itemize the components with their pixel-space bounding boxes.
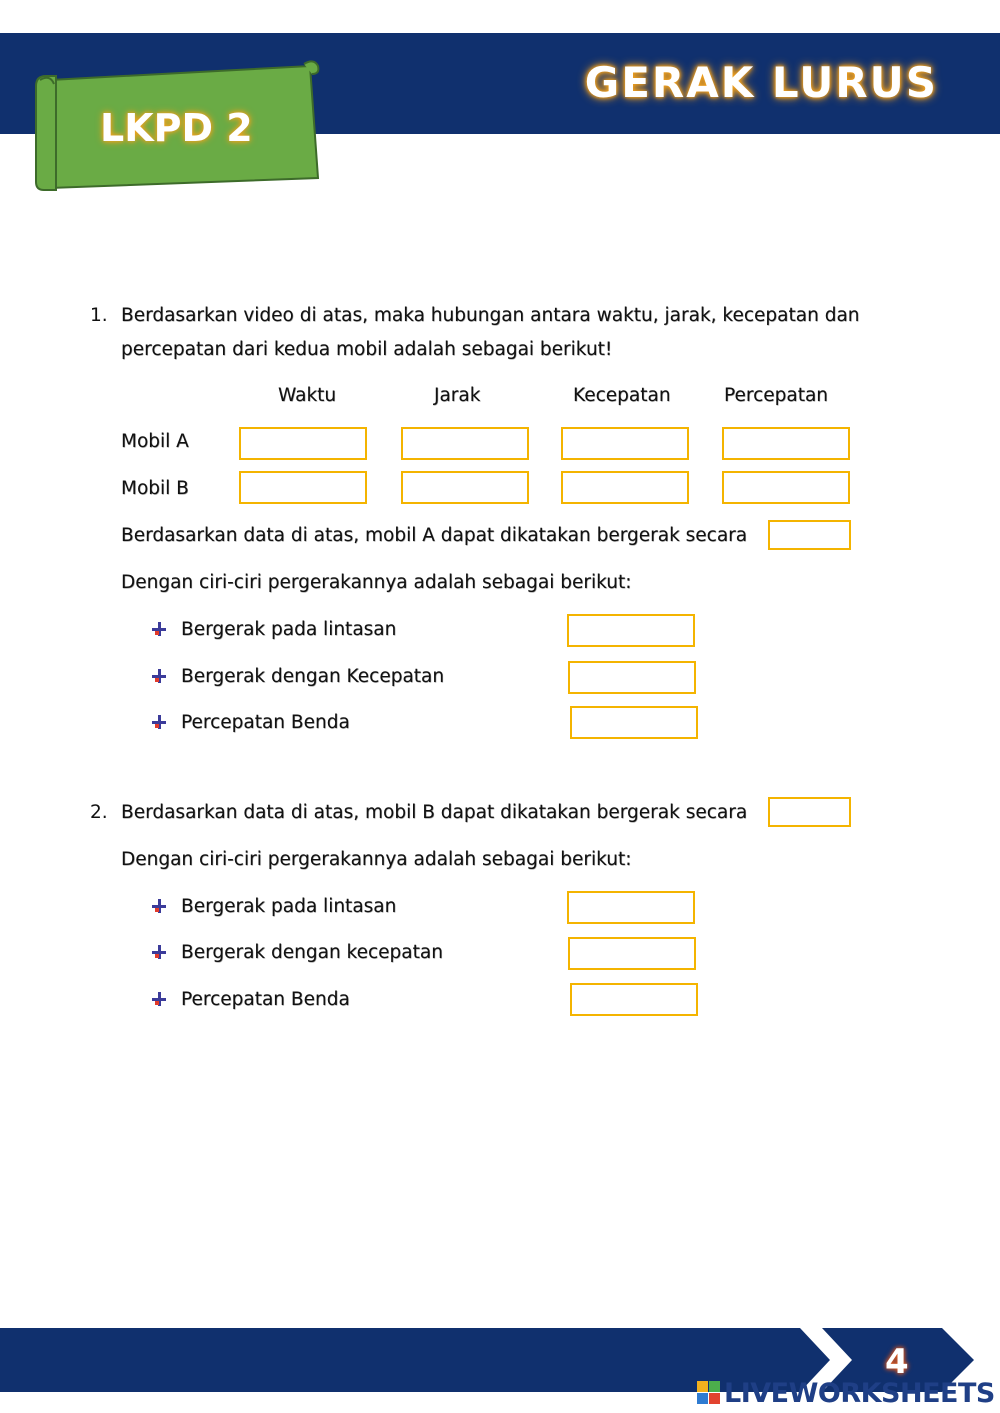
lkpd-badge: LKPD 2: [100, 106, 253, 150]
q1-conclusion: Berdasarkan data di atas, mobil A dapat dikatakan bergerak secara: [121, 525, 748, 546]
column-header-jarak: Jarak: [434, 385, 481, 406]
q2-char-lintasan: Bergerak pada lintasan: [181, 896, 397, 917]
q2-motion-type-input[interactable]: [768, 797, 851, 827]
q2-kecepatan-input[interactable]: [568, 937, 696, 970]
q2-number: 2.: [90, 802, 108, 823]
page-number: 4: [885, 1342, 909, 1382]
q2-characteristics-intro: Dengan ciri-ciri pergerakannya adalah sebagai berikut:: [121, 849, 632, 870]
q1-kecepatan-input[interactable]: [568, 661, 696, 694]
q2-char-percepatan: Percepatan Benda: [181, 989, 350, 1010]
q1-char-kecepatan: Bergerak dengan Kecepatan: [181, 666, 445, 687]
row-label-mobil-b: Mobil B: [121, 478, 189, 499]
bullet-icon: [151, 897, 169, 915]
mobil-a-percepatan-input[interactable]: [722, 427, 850, 460]
mobil-b-jarak-input[interactable]: [401, 471, 529, 504]
bullet-icon: [151, 620, 169, 638]
liveworksheets-logo-icon: [697, 1381, 721, 1405]
q1-prompt-line2: percepatan dari kedua mobil adalah sebagai berikut!: [121, 339, 613, 360]
column-header-percepatan: Percepatan: [724, 385, 829, 406]
q1-lintasan-input[interactable]: [567, 614, 695, 647]
bullet-icon: [151, 943, 169, 961]
column-header-waktu: Waktu: [278, 385, 337, 406]
q1-char-percepatan: Percepatan Benda: [181, 712, 350, 733]
row-label-mobil-a: Mobil A: [121, 431, 189, 452]
page-title: GERAK LURUS: [584, 58, 938, 107]
mobil-a-kecepatan-input[interactable]: [561, 427, 689, 460]
mobil-a-waktu-input[interactable]: [239, 427, 367, 460]
q2-conclusion: Berdasarkan data di atas, mobil B dapat dikatakan bergerak secara: [121, 802, 748, 823]
q2-lintasan-input[interactable]: [567, 891, 695, 924]
mobil-a-jarak-input[interactable]: [401, 427, 529, 460]
mobil-b-percepatan-input[interactable]: [722, 471, 850, 504]
q1-characteristics-intro: Dengan ciri-ciri pergerakannya adalah sebagai berikut:: [121, 572, 632, 593]
mobil-b-waktu-input[interactable]: [239, 471, 367, 504]
q2-percepatan-input[interactable]: [570, 983, 698, 1016]
q1-char-lintasan: Bergerak pada lintasan: [181, 619, 397, 640]
bullet-icon: [151, 667, 169, 685]
bullet-icon: [151, 713, 169, 731]
q2-char-kecepatan: Bergerak dengan kecepatan: [181, 942, 443, 963]
q1-percepatan-input[interactable]: [570, 706, 698, 739]
q1-number: 1.: [90, 305, 108, 326]
column-header-kecepatan: Kecepatan: [573, 385, 671, 406]
bullet-icon: [151, 990, 169, 1008]
mobil-b-kecepatan-input[interactable]: [561, 471, 689, 504]
brand-watermark: LIVEWORKSHEETS: [724, 1378, 995, 1409]
q1-prompt-line1: Berdasarkan video di atas, maka hubungan antara waktu, jarak, kecepatan dan: [121, 305, 860, 326]
q1-motion-type-input[interactable]: [768, 520, 851, 550]
